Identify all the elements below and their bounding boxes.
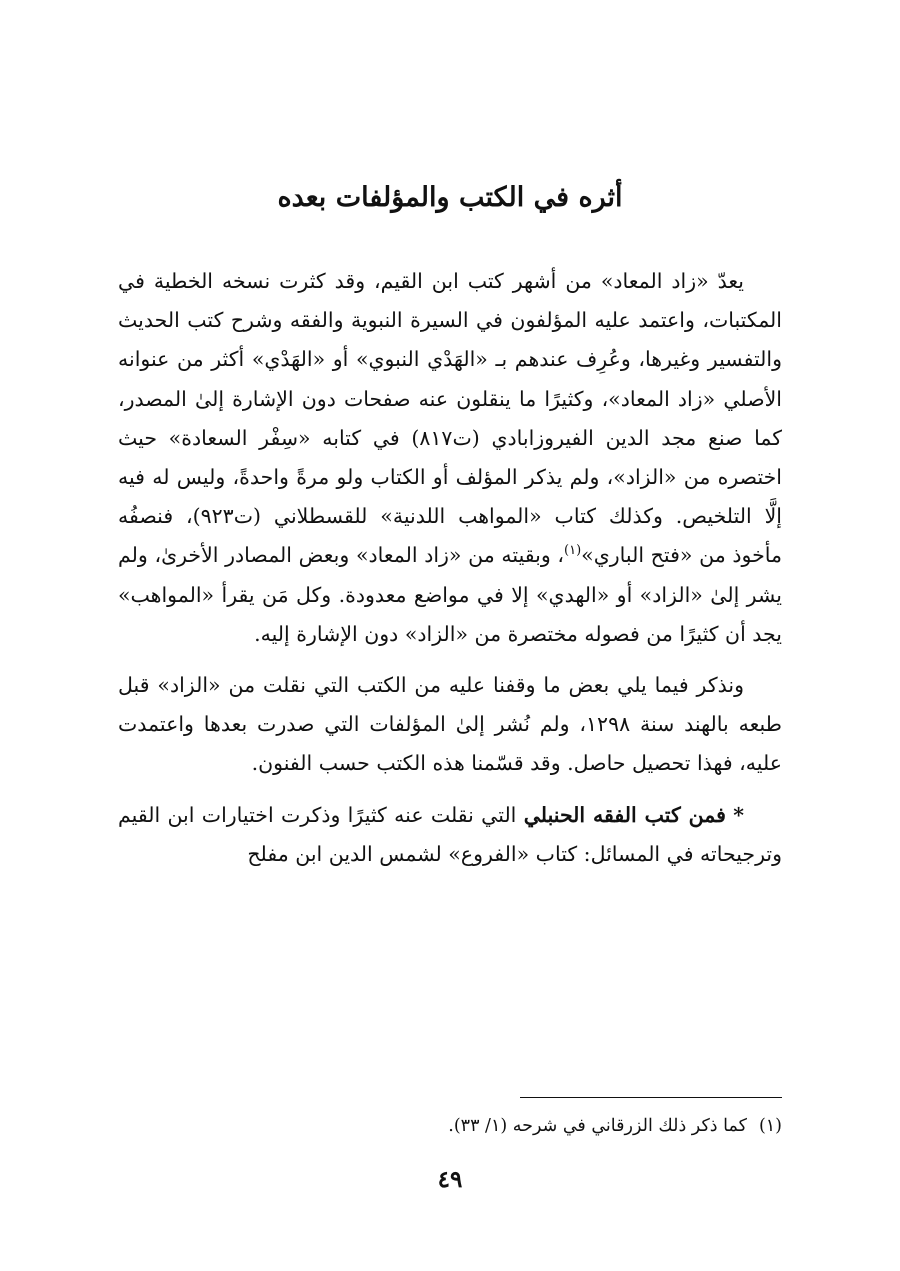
paragraph-3-text: التي نقلت عنه كثيرًا وذكرت اختيارات ابن القيم وترجيحاته في المسائل: كتاب «الفروع» لشمس الدين ابن مفلح bbox=[118, 802, 782, 866]
page-title: أثره في الكتب والمؤلفات بعده bbox=[277, 182, 623, 213]
footnote-text: كما ذكر ذلك الزرقاني في شرحه (١/ ٣٣). bbox=[448, 1116, 747, 1136]
footnote-number: (١) bbox=[758, 1116, 782, 1136]
paragraph-3-bold: فمن كتب الفقه الحنبلي bbox=[523, 802, 726, 827]
paragraph-1 bbox=[118, 262, 782, 654]
footnote-divider bbox=[520, 1097, 782, 1098]
footnote bbox=[118, 1112, 782, 1140]
paragraph-3 bbox=[118, 796, 782, 874]
body-text bbox=[118, 262, 782, 874]
page-number: ٤٩ bbox=[437, 1166, 463, 1193]
paragraph-2: ونذكر فيما يلي بعض ما وقفنا عليه من الكتب التي نقلت من «الزاد» قبل طبعه بالهند سنة ١٢٩٨، ولم نُشر إلىٰ المؤلفات التي صدرت بعدها واعتمدت عليه، فهذا تحصيل حاصل. وقد قسّمنا هذه الكتب حسب الفنون. bbox=[118, 673, 782, 776]
paragraph-1-text-a: يعدّ «زاد المعاد» من أشهر كتب ابن القيم، وقد كثرت نسخه الخطية في المكتبات، واعتمد عليه المؤلفون في السيرة النبوية والفقه وشرح كتب الحديث والتفسير وغيرها، وعُرِف عندهم بـ «الهَدْي النبوي» أو «الهَدْي» أكثر من عنوانه الأصلي «زاد المعاد»، وكثيرًا ما ينقلون عنه صفحات دون الإشارة إلىٰ المصدر، كما صنع مجد الدين الفيروزابادي (ت٨١٧) في كتابه «سِفْر السعادة» حيث اختصره من «الزاد»، ولم يذكر المؤلف أو الكتاب ولو مرةً واحدةً، وليس له فيه إلَّا التلخيص. وكذلك كتاب «المواهب اللدنية» للقسطلاني (ت٩٢٣)، فنصفُه مأخوذ من «فتح الباري» bbox=[118, 269, 783, 568]
footnote-reference[interactable]: (١) bbox=[564, 543, 582, 559]
star-marker-icon: * bbox=[733, 802, 744, 827]
paragraph-1-text-b: ، وبقيته من «زاد المعاد» وبعض المصادر الأخرىٰ، ولم يشر إلىٰ «الزاد» أو «الهدي» إلا في مواضع معدودة. وكل مَن يقرأ «المواهب» يجد أن كثيرًا من فصوله مختصرة من «الزاد» دون الإشارة إليه. bbox=[118, 543, 782, 646]
